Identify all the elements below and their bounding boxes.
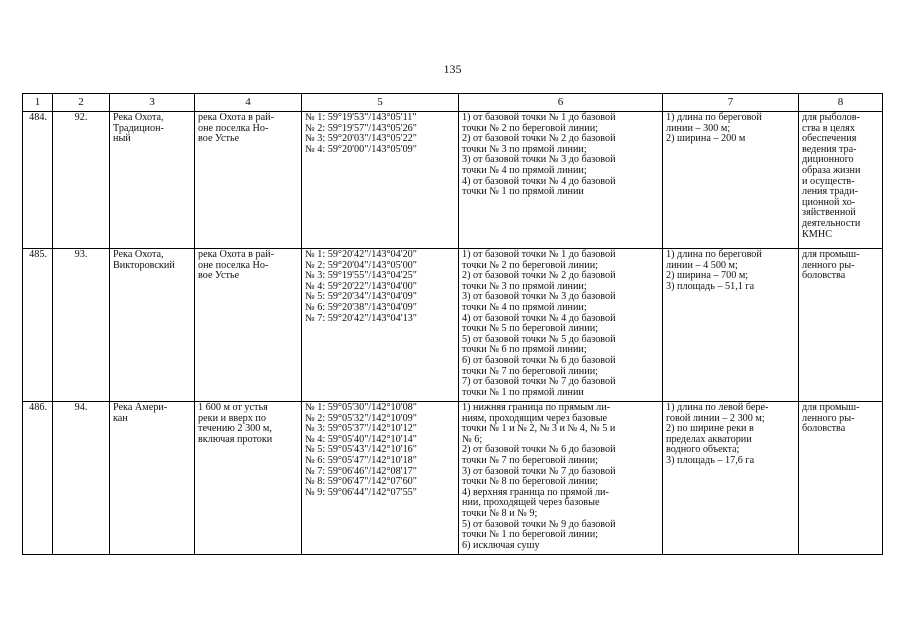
cell-line: № 2: 59°20'04"/143°05'00" (305, 259, 417, 271)
cell-line: № 8: 59°06'47"/142°07'60" (305, 476, 417, 488)
fishing-areas-table (22, 93, 883, 555)
cell-col4 (195, 249, 302, 402)
cell-line: № 4: 59°20'00"/143°05'09" (305, 143, 417, 155)
cell-line: зяйственной (802, 207, 856, 219)
cell-line: боловства (802, 270, 846, 282)
cell-line: ленного ры- (802, 412, 855, 424)
cell-line: точки № 4 по прямой линии; (462, 164, 587, 176)
cell-col7 (663, 402, 799, 555)
page-number: 135 (443, 62, 462, 76)
cell-line: линии – 4 500 м; (666, 259, 738, 271)
cell-line: река Охота в рай- (198, 112, 274, 123)
cell-line: боловства (802, 423, 846, 435)
cell-col5 (302, 402, 459, 555)
cell-line: вое Устье (198, 133, 240, 145)
cell-line: 3) от базовой точки № 3 до базовой (462, 291, 616, 303)
cell-line: № 1: 59°05'30"/142°10'08" (305, 402, 417, 413)
cell-line: ведения тра- (802, 143, 857, 155)
cell-line: вое Устье (198, 270, 240, 282)
cell-line: 1) нижняя граница по прямым ли- (462, 402, 611, 413)
cell-line: образа жизни (802, 164, 861, 176)
cell-line: точки № 2 по береговой линии; (462, 122, 598, 134)
cell-line: № 6; (462, 433, 483, 445)
cell-line: № 5: 59°20'34"/143°04'09" (305, 291, 417, 303)
cell-col7 (663, 249, 799, 402)
cell-line: ный (113, 133, 131, 145)
cell-line: 1) от базовой точки № 1 до базовой (462, 249, 616, 260)
cell-col5 (302, 112, 459, 249)
cell-line: 2) ширина – 700 м; (666, 270, 749, 282)
cell-line: говой линии – 2 300 м; (666, 412, 765, 424)
cell-line: нии, проходящей через базовые (462, 497, 600, 509)
cell-line: № 3: 59°20'03"/143°05'22" (305, 133, 417, 145)
cell-value: 486. (29, 402, 47, 413)
cell-line: ления тради- (802, 186, 858, 198)
cell-line: точки № 3 по прямой линии; (462, 143, 587, 155)
cell-col8 (799, 112, 883, 249)
cell-line: № 6: 59°05'47"/142°10'18" (305, 454, 417, 466)
table-row (23, 249, 883, 402)
cell-line: точки № 8 и № 9; (462, 507, 538, 519)
cell-line: точки № 2 по береговой линии; (462, 259, 598, 271)
header-row (23, 94, 883, 112)
cell-line: ниям, проходящим через базовые (462, 412, 608, 424)
table-body (23, 112, 883, 555)
cell-value: 92. (74, 112, 88, 123)
cell-line: 4) от базовой точки № 4 до базовой (462, 312, 616, 324)
cell-line: река Охота в рай- (198, 249, 274, 260)
cell-line: № 2: 59°19'57"/143°05'26" (305, 122, 417, 134)
cell-line: 1) длина по береговой (666, 249, 762, 260)
table-row (23, 402, 883, 555)
cell-line: № 1: 59°20'42"/143°04'20" (305, 249, 417, 260)
cell-line: 1) длина по береговой (666, 112, 762, 123)
cell-line: включая протоки (198, 433, 273, 445)
cell-line: 1 600 м от устья (198, 402, 268, 413)
cell-line: точки № 5 по береговой линии; (462, 323, 598, 335)
cell-line: № 5: 59°05'43"/142°10'16" (305, 444, 417, 456)
cell-col5 (302, 249, 459, 402)
cell-col1 (23, 112, 53, 249)
cell-value: 485. (29, 249, 47, 260)
cell-col8 (799, 402, 883, 555)
cell-col4 (195, 112, 302, 249)
cell-line: № 7: 59°20'42"/143°04'13" (305, 312, 417, 324)
cell-line: № 4: 59°20'22"/143°04'00" (305, 280, 417, 292)
cell-line: 3) площадь – 51,1 га (666, 280, 755, 292)
cell-line: для рыболов- (802, 112, 860, 123)
cell-line: и осуществ- (802, 175, 855, 187)
cell-line: 4) верхняя граница по прямой ли- (462, 486, 609, 498)
cell-line: кан (113, 412, 128, 424)
cell-value: 484. (29, 112, 47, 123)
header-col-4: 4 (195, 94, 302, 112)
table-row (23, 112, 883, 249)
cell-col3 (110, 402, 195, 555)
cell-line: № 6: 59°20'38"/143°04'09" (305, 301, 417, 313)
cell-line: точки № 6 по прямой линии; (462, 344, 587, 356)
cell-line: 4) от базовой точки № 4 до базовой (462, 175, 616, 187)
cell-line: № 7: 59°06'46"/142°08'17" (305, 465, 417, 477)
cell-col6 (459, 112, 663, 249)
header-col-2: 2 (53, 94, 110, 112)
cell-line: пределах акватории (666, 433, 752, 445)
cell-line: точки № 1 по прямой линии (462, 386, 584, 398)
cell-line: точки № 8 по береговой линии; (462, 476, 598, 488)
cell-line: точки № 1 и № 2, № 3 и № 4, № 5 и (462, 423, 616, 435)
cell-line: обеспечения (802, 133, 857, 145)
header-col-8: 8 (799, 94, 883, 112)
cell-line: 7) от базовой точки № 7 до базовой (462, 376, 616, 388)
cell-line: № 2: 59°05'32"/142°10'09" (305, 412, 417, 424)
cell-line: Традицион- (113, 122, 164, 134)
cell-line: 2) по ширине реки в (666, 423, 754, 435)
header-col-7: 7 (663, 94, 799, 112)
cell-col4 (195, 402, 302, 555)
cell-line: реки и вверх по (198, 412, 266, 424)
cell-col8 (799, 249, 883, 402)
cell-col6 (459, 249, 663, 402)
cell-col2 (53, 249, 110, 402)
cell-line: КМНС (802, 228, 833, 240)
cell-line: Река Амери- (113, 402, 168, 413)
cell-line: 2) от базовой точки № 6 до базовой (462, 444, 616, 456)
cell-line: 3) от базовой точки № 3 до базовой (462, 154, 616, 166)
cell-line: № 4: 59°05'40"/142°10'14" (305, 433, 417, 445)
cell-line: диционного (802, 154, 854, 166)
header-col-1: 1 (23, 94, 53, 112)
cell-line: 1) от базовой точки № 1 до базовой (462, 112, 616, 123)
cell-line: линии – 300 м; (666, 122, 731, 134)
cell-line: 6) от базовой точки № 6 до базовой (462, 354, 616, 366)
cell-line: 3) площадь – 17,6 га (666, 454, 755, 466)
cell-line: 2) ширина – 200 м (666, 133, 746, 145)
cell-col1 (23, 402, 53, 555)
cell-line: оне поселка Но- (198, 122, 269, 134)
cell-line: 3) от базовой точки № 7 до базовой (462, 465, 616, 477)
cell-line: Викторовский (113, 259, 175, 271)
cell-line: точки № 7 по береговой линии; (462, 365, 598, 377)
cell-col3 (110, 249, 195, 402)
cell-line: оне поселка Но- (198, 259, 269, 271)
cell-line: точки № 1 по береговой линии; (462, 529, 598, 541)
cell-line: точки № 1 по прямой линии (462, 186, 584, 198)
cell-line: 5) от базовой точки № 9 до базовой (462, 518, 616, 530)
cell-line: Река Охота, (113, 249, 164, 260)
cell-line: Река Охота, (113, 112, 164, 123)
cell-line: точки № 3 по прямой линии; (462, 280, 587, 292)
header-col-5: 5 (302, 94, 459, 112)
cell-col6 (459, 402, 663, 555)
cell-line: ленного ры- (802, 259, 855, 271)
cell-col2 (53, 112, 110, 249)
cell-line: деятельности (802, 217, 861, 229)
cell-line: ства в целях (802, 122, 855, 134)
cell-line: для промыш- (802, 249, 860, 260)
cell-line: № 1: 59°19'53"/143°05'11" (305, 112, 417, 123)
cell-line: № 9: 59°06'44"/142°07'55" (305, 486, 417, 498)
cell-line: 1) длина по левой бере- (666, 402, 769, 413)
cell-col3 (110, 112, 195, 249)
cell-value: 94. (74, 402, 88, 413)
cell-line: течению 2 300 м, (198, 423, 272, 435)
cell-line: водного объекта; (666, 444, 740, 456)
cell-value: 93. (74, 249, 88, 260)
cell-line: 2) от базовой точки № 2 до базовой (462, 270, 616, 282)
cell-line: ционной хо- (802, 196, 856, 208)
cell-col7 (663, 112, 799, 249)
header-col-6: 6 (459, 94, 663, 112)
cell-line: 6) исключая сушу (462, 539, 540, 551)
cell-line: № 3: 59°05'37"/142°10'12" (305, 423, 417, 435)
cell-line: точки № 7 по береговой линии; (462, 454, 598, 466)
cell-line: 5) от базовой точки № 5 до базовой (462, 333, 616, 345)
cell-line: 2) от базовой точки № 2 до базовой (462, 133, 616, 145)
cell-col1 (23, 249, 53, 402)
cell-line: для промыш- (802, 402, 860, 413)
cell-col2 (53, 402, 110, 555)
cell-line: № 3: 59°19'55"/143°04'25" (305, 270, 417, 282)
cell-line: точки № 4 по прямой линии; (462, 301, 587, 313)
header-col-3: 3 (110, 94, 195, 112)
